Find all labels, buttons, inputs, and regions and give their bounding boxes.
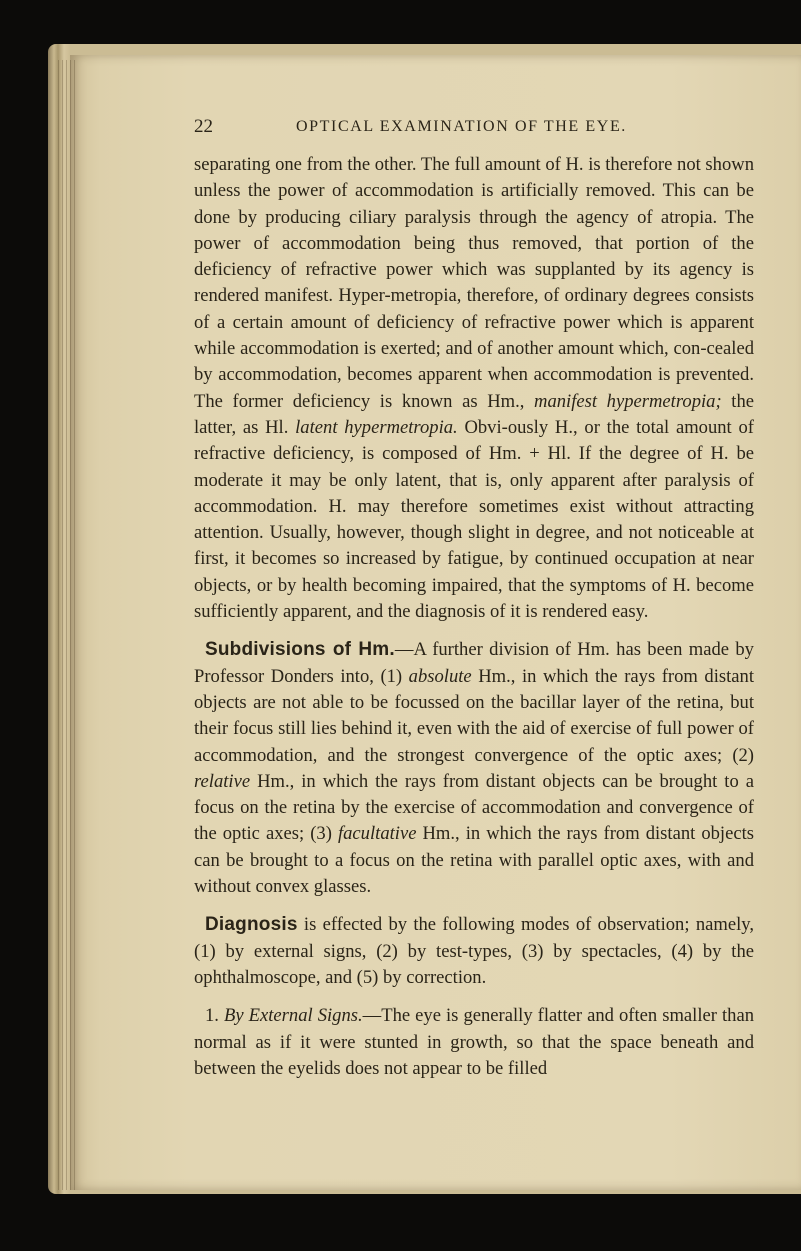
paragraph-text: Hm., in which the rays from distant objects are not able to be focussed on the bacillar layer of the retina, but their focus still lies behind it, even with the aid of exercise of full power of accommodation, and the strongest convergence of the optic axes; (2) <box>194 665 754 766</box>
term-latent-hypermetropia: latent hypermetropia. <box>295 416 458 438</box>
page-body <box>194 152 754 1082</box>
section-heading-subdivisions: Subdivisions of Hm. <box>205 639 395 661</box>
paragraph-external-signs <box>194 1003 754 1082</box>
page-header <box>194 116 754 140</box>
paragraph-text: the latter, as Hl. <box>194 390 755 438</box>
paragraph-text: —The eye is generally flatter and often smaller than normal as if it were stunted in growth, so that the space beneath and between the eyelids does not appear to be filled <box>194 1005 754 1079</box>
paragraph-text: is effected by the following modes of observation; namely, (1) by external signs, (2) by test-types, (3) by spectacles, (4) by the ophthalmoscope, and (5) by correction. <box>194 914 754 988</box>
page-spine-shading <box>58 60 76 1190</box>
list-number: 1. <box>205 1005 224 1027</box>
paragraph-text: Hm., in which the rays from distant objects can be brought to a focus on the retina by the exercise of accommodation and convergence of the optic axes; (3) <box>194 770 754 845</box>
term-facultative: facultative <box>337 823 417 845</box>
paragraph-hypermetropia <box>194 152 754 625</box>
running-head: OPTICAL EXAMINATION OF THE EYE. <box>296 118 627 135</box>
term-relative: relative <box>194 770 251 792</box>
paragraph-diagnosis <box>194 912 754 991</box>
paragraph-text: Hm., in which the rays from distant objects can be brought to a focus on the retina with parallel optic axes, with and without convex glasses. <box>194 823 754 898</box>
term-absolute: absolute <box>408 665 472 687</box>
paragraph-subdivisions <box>194 637 754 900</box>
term-external-signs: By External Signs. <box>223 1005 363 1027</box>
paragraph-text: separating one from the other. The full amount of H. is therefore not shown unless the power of accommodation is artificially removed. This can be done by producing ciliary paralysis through the agency of atropia. The power of accommodation being thus removed, that portion of the deficiency of refractive power which was supplanted by its agency is rendered manifest. Hyper-metropia, therefore, of ordinary degrees consists of a certain amount of deficiency of refractive power which is apparent while accommodation is exerted; and of another amount which, con-cealed by accommodation, becomes apparent when accommodation is prevented. The former deficiency is known as Hm., <box>194 154 754 412</box>
term-manifest-hypermetropia: manifest hypermetropia; <box>534 390 722 412</box>
page-number: 22 <box>194 116 213 137</box>
paragraph-text: —A further division of Hm. has been made by Professor Donders into, (1) <box>194 639 754 687</box>
section-heading-diagnosis: Diagnosis <box>205 914 298 936</box>
paragraph-text: Obvi-ously H., or the total amount of refractive deficiency, is composed of Hm. + Hl. If the degree of H. be moderate it may be only latent, that is, only apparent after paralysis of accommodation. H. may therefore sometimes exist without attracting attention. Usually, however, though slight in degree, and not noticeable at first, it becomes so increased by fatigue, by continued occupation at near objects, or by health becoming impaired, that the symptoms of H. become sufficiently apparent, and the diagnosis of it is rendered easy. <box>194 416 754 623</box>
